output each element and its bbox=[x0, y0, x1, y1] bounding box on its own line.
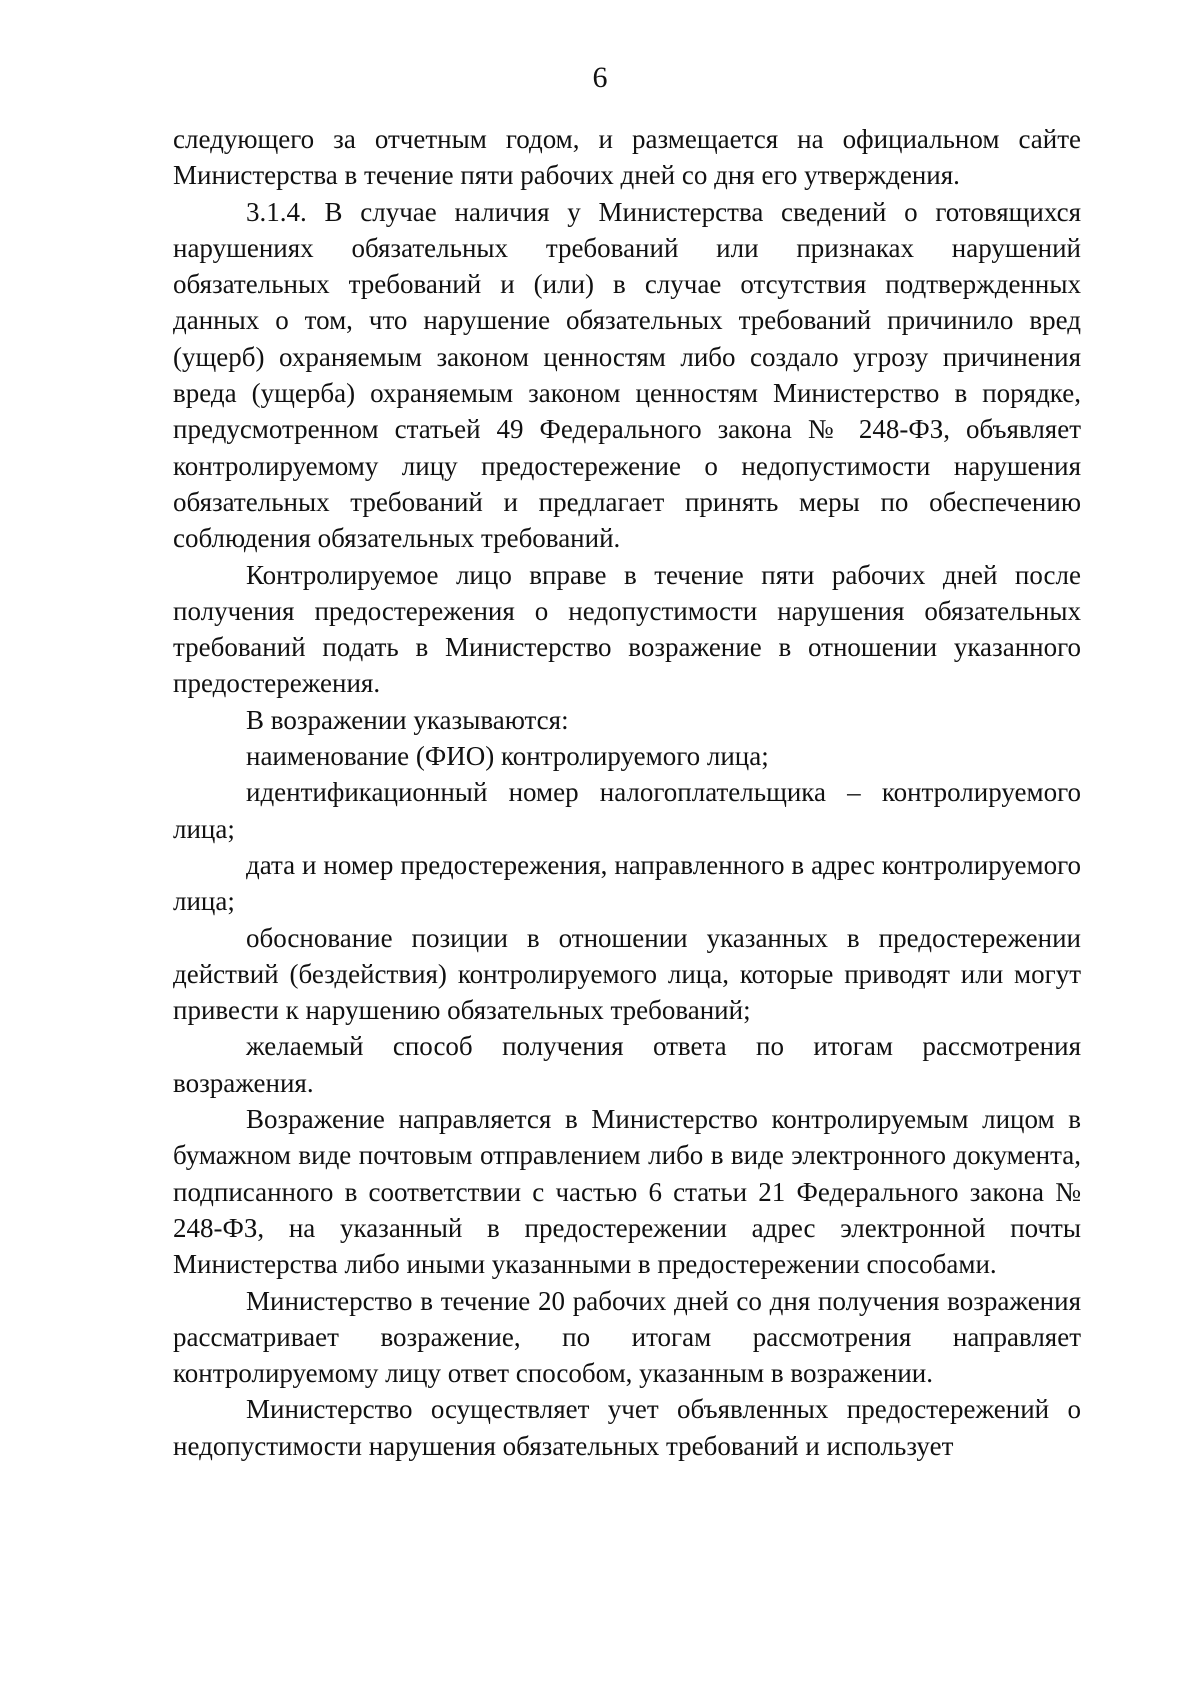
paragraph-objection-review: Министерство в течение 20 рабочих дней со дня получения возражения рассматривает возражение, по итогам рассмотрения направляет контролируемому лицу ответ способом, указанным в возражении. bbox=[173, 1285, 1081, 1389]
list-item-inn: идентификационный номер налогоплательщика – контролируемого лица; bbox=[173, 777, 1081, 844]
paragraph-accounting: Министерство осуществляет учет объявленных предостережений о недопустимости нарушения обязательных требований и использует bbox=[173, 1394, 1081, 1461]
paragraph-continuation: следующего за отчетным годом, и размещается на официальном сайте Министерства в течение пяти рабочих дней со дня его утверждения. bbox=[173, 124, 1081, 191]
page-number: 6 bbox=[592, 61, 608, 94]
paragraph-3-1-4: 3.1.4. В случае наличия у Министерства сведений о готовящихся нарушениях обязательных требований или признаках нарушений обязательных требований и (или) в случае отсутствия подтвержденных данных о том, что нарушение обязательных требований причинило вред (ущерб) охраняемым законом ценностям либо создало угрозу причинения вреда (ущерба) охраняемым законом ценностям Министерство в порядке, предусмотренном статьей 49 Федерального закона № 248-ФЗ, объявляет контролируемому лицу предостережение о недопустимости нарушения обязательных требований и предлагает принять меры по обеспечению соблюдения обязательных требований. bbox=[173, 196, 1081, 554]
paragraph-objection-contents-intro: В возражении указываются: bbox=[246, 704, 569, 735]
list-item-name: наименование (ФИО) контролируемого лица; bbox=[246, 741, 769, 772]
paragraph-objection-right: Контролируемое лицо вправе в течение пяти рабочих дней после получения предостережения о недопустимости нарушения обязательных требований подать в Министерство возражение в отношении указанного предостережения. bbox=[173, 559, 1081, 699]
list-item-response-method: желаемый способ получения ответа по итогам рассмотрения возражения. bbox=[173, 1031, 1081, 1098]
list-item-date-number: дата и номер предостережения, направленного в адрес контролируемого лица; bbox=[173, 849, 1081, 917]
list-item-justification: обоснование позиции в отношении указанных в предостережении действий (бездействия) контролируемого лица, которые приводят или могут привести к нарушению обязательных требований; bbox=[173, 922, 1081, 1026]
document-body bbox=[173, 121, 1081, 1464]
paragraph-objection-submission: Возражение направляется в Министерство контролируемым лицом в бумажном виде почтовым отправлением либо в виде электронного документа, подписанного в соответствии с частью 6 статьи 21 Федерального закона № 248-ФЗ, на указанный в предостережении адрес электронной почты Министерства либо иными указанными в предостережении способами. bbox=[173, 1104, 1081, 1280]
